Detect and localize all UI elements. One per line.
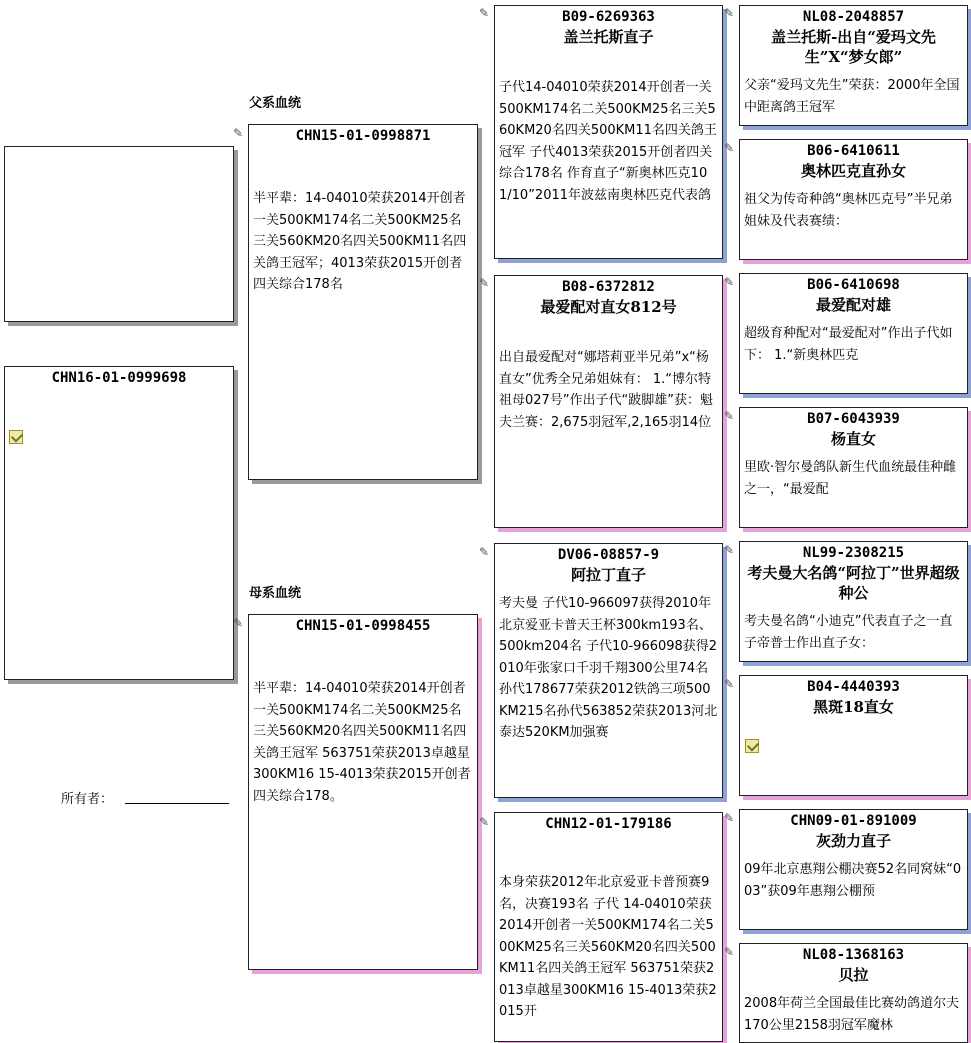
dsd-card[interactable] [739,675,968,796]
owner-line[interactable] [125,803,229,804]
paperclip-icon: ✎ [724,811,735,825]
sds-card[interactable] [739,273,968,394]
dam-card[interactable] [248,614,478,970]
sdd-ring: B07-6043939 [807,411,900,427]
sdd-name: 杨直女 [830,430,876,448]
sire-desc: 半平辈：14-04010荣获2014开创者一关500KM174名二关500KM25名三关560KM20名四关500KM11名四关鸽王冠军；4013荣获2015开创者四关综合178名 [253,191,467,292]
sdd-card[interactable] [739,407,968,528]
ddd-card[interactable] [739,943,968,1043]
paperclip-icon: ✎ [724,141,735,155]
ss-card[interactable] [494,5,723,259]
paperclip-icon: ✎ [479,6,490,20]
sds-desc: 超级育种配对“最爱配对”作出子代如下： 1.“新奥林匹克 [744,326,953,363]
paperclip-icon: ✎ [724,6,735,20]
photo-box [4,146,234,322]
subject-ring: CHN16-01-0999698 [51,370,187,386]
paperclip-icon: ✎ [724,275,735,289]
dd-desc: 本身荣获2012年北京爱亚卡普预赛9名，决赛193名 子代 14-04010荣获2014开创者一关500KM174名二关500KM25名三关560KM20名四关500KM11名四关鸽王冠军 563751荣获2013卓越星300KM16 15-4013荣获2015开 [499,875,717,1019]
sd-name: 最爱配对直女812号 [540,298,677,316]
sdd-desc: 里欧·智尔曼鸽队新生代血统最佳种雌之一，“最爱配 [744,460,957,497]
dd-card[interactable] [494,812,723,1042]
paperclip-icon: ✎ [233,126,244,140]
dam-line-label: 母系血统 [249,586,302,601]
paperclip-icon: ✎ [479,276,490,290]
sss-desc: 父亲“爱玛文先生”荣获：2000年全国中距离鸽王冠军 [744,78,960,115]
ssd-name: 奥林匹克直孙女 [800,162,906,180]
dam-desc: 半平辈：14-04010荣获2014开创者一关500KM174名二关500KM25名三关560KM20名四关500KM11名四关鸽王冠军 563751荣获2013卓越星300KM16 15-4013荣获2015开创者四关综合178。 [253,681,471,804]
sd-card[interactable] [494,275,723,528]
sire-card[interactable] [248,124,478,480]
paperclip-icon: ✎ [479,545,490,559]
sd-ring: B08-6372812 [562,279,655,295]
note-icon[interactable] [745,739,759,753]
sds-ring: B06-6410698 [807,277,900,293]
ds-ring: DV06-08857-9 [557,547,660,563]
dds-name: 灰劲力直子 [815,832,891,850]
ss-name: 盖兰托斯直子 [563,28,654,46]
ssd-card[interactable] [739,139,968,260]
dss-name: 考夫曼大名鸽“阿拉丁”世界超级种公 [747,564,960,602]
sds-name: 最爱配对雄 [815,296,891,314]
ss-ring: B09-6269363 [562,9,655,25]
dds-card[interactable] [739,809,968,930]
ssd-ring: B06-6410611 [807,143,900,159]
dam-ring: CHN15-01-0998455 [295,618,431,634]
ddd-name: 贝拉 [838,966,869,984]
sire-ring: CHN15-01-0998871 [295,128,431,144]
dss-ring: NL99-2308215 [802,545,905,561]
dd-ring: CHN12-01-179186 [545,816,672,832]
ds-card[interactable] [494,543,723,798]
dds-desc: 09年北京惠翔公棚决赛52名同窝妹“003”获09年惠翔公棚预 [744,862,962,899]
ss-desc: 子代14-04010荣获2014开创者一关500KM174名二关500KM25名三关560KM20名四关500KM11名四关鸽王冠军 子代4013荣获2015开创者四关综合178名 作育直子“新奥林匹克101/10”2011年波兹南奥林匹克代表鸽 [499,80,717,203]
ddd-desc: 2008年荷兰全国最佳比赛幼鸽道尔夫170公里2158羽冠军魔林 [744,996,960,1033]
dsd-ring: B04-4440393 [807,679,900,695]
owner-label: 所有者： [61,792,114,807]
ddd-ring: NL08-1368163 [802,947,905,963]
paperclip-icon: ✎ [724,677,735,691]
dsd-name: 黑斑18直女 [813,698,894,716]
sss-ring: NL08-2048857 [802,9,905,25]
sss-name: 盖兰托斯-出自“爱玛文先生”X“梦女郎” [771,28,936,66]
ds-name: 阿拉丁直子 [570,566,646,584]
paperclip-icon: ✎ [724,543,735,557]
subject-card[interactable] [4,366,234,680]
note-icon[interactable] [9,430,23,444]
paperclip-icon: ✎ [724,409,735,423]
paperclip-icon: ✎ [233,616,244,630]
dss-card[interactable] [739,541,968,662]
dss-desc: 考夫曼名鸽“小迪克”代表直子之一直子帝普士作出直子女： [744,614,953,651]
paperclip-icon: ✎ [479,815,490,829]
paperclip-icon: ✎ [724,945,735,959]
sd-desc: 出自最爱配对“娜塔莉亚半兄弟”x“杨直女”优秀全兄弟姐妹有： 1.“博尔特祖母027号”作出子代“跛脚雄”获：魁夫兰赛：2,675羽冠军,2,165羽14位 [499,350,714,430]
ssd-desc: 祖父为传奇种鸽“奥林匹克号”半兄弟姐妹及代表赛绩： [744,192,953,229]
sss-card[interactable] [739,5,968,126]
sire-line-label: 父系血统 [249,96,302,111]
dds-ring: CHN09-01-891009 [790,813,917,829]
ds-desc: 考夫曼 子代10-966097获得2010年北京爱亚卡普天王杯300km193名、500km204名 子代10-966098获得2010年张家口千羽千翔300公里74名孙代178677荣获2012铁鸽三项500KM215名孙代563852荣获2013河北泰达520KM加强赛 [499,596,718,740]
